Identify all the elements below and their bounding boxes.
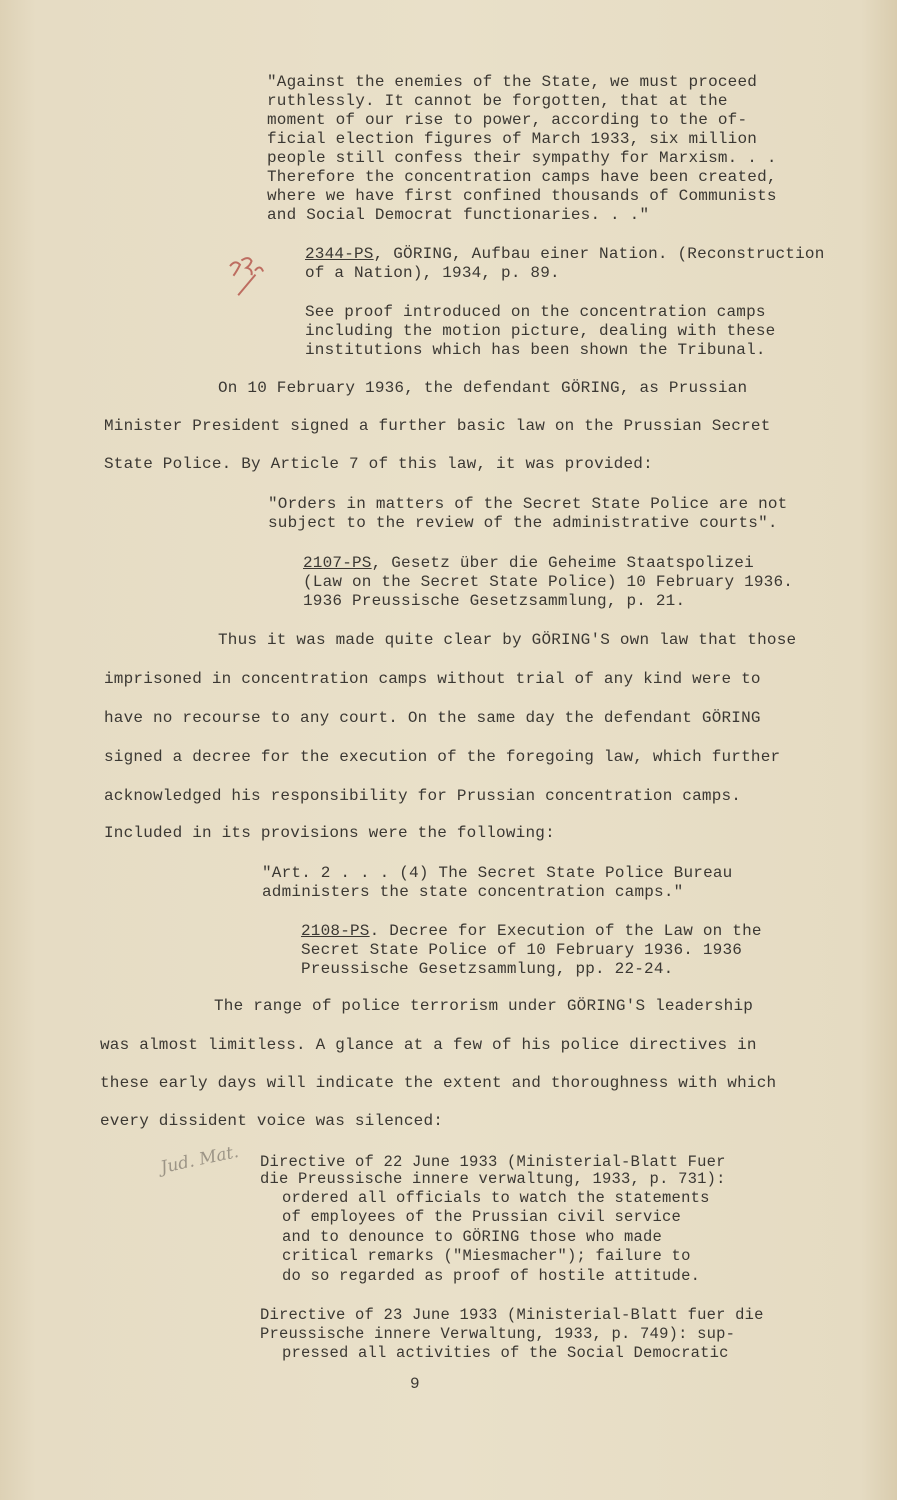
quote-line: people still confess their sympathy for Marxism. . . bbox=[267, 149, 777, 167]
directive-line: ordered all officials to watch the statements bbox=[282, 1189, 710, 1207]
quote-line: where we have first confined thousands of Communists bbox=[267, 187, 777, 205]
note-line: including the motion picture, dealing with these bbox=[305, 322, 776, 340]
directive-line: Directive of 22 June 1933 (Ministerial-Blatt Fuer bbox=[260, 1153, 726, 1171]
red-ink-mark bbox=[223, 251, 270, 306]
note-line: See proof introduced on the concentration camps bbox=[305, 303, 766, 321]
quote-line: Therefore the concentration camps have been created, bbox=[267, 168, 777, 186]
body-line: Minister President signed a further basic law on the Prussian Secret bbox=[104, 417, 771, 435]
directive-line: of employees of the Prussian civil service bbox=[282, 1208, 682, 1226]
body-line: Thus it was made quite clear by GÖRING'S own law that those bbox=[218, 631, 797, 649]
pencil-margin-note: Jud. Mat. bbox=[158, 1141, 241, 1179]
quote-line: administers the state concentration camps." bbox=[262, 883, 684, 901]
quote-line: "Against the enemies of the State, we must proceed bbox=[267, 73, 758, 91]
citation-line: (Law on the Secret State Police) 10 February 1936. bbox=[303, 573, 794, 591]
quote-line: moment of our rise to power, according to the of- bbox=[267, 111, 748, 129]
quote-line: and Social Democrat functionaries. . ." bbox=[267, 206, 650, 224]
directive-line: pressed all activities of the Social Democratic bbox=[282, 1344, 729, 1362]
citation-line: Secret State Police of 10 February 1936. 1936 bbox=[301, 941, 743, 959]
body-line: was almost limitless. A glance at a few of his police directives in bbox=[100, 1036, 757, 1054]
directive-line: and to denounce to GÖRING those who made bbox=[282, 1228, 663, 1246]
directive-line: do so regarded as proof of hostile attitude. bbox=[282, 1267, 701, 1285]
directive-line: Preussische innere Verwaltung, 1933, p. 749): sup- bbox=[260, 1325, 736, 1343]
quote-line: subject to the review of the administrative courts". bbox=[268, 514, 778, 532]
body-line: acknowledged his responsibility for Prussian concentration camps. bbox=[104, 787, 742, 805]
quote-line: ficial election figures of March 1933, six million bbox=[267, 130, 758, 148]
citation-line: of a Nation), 1934, p. 89. bbox=[305, 264, 560, 282]
document-reference: 2108-PS bbox=[301, 922, 370, 940]
body-line: imprisoned in concentration camps without trial of any kind were to bbox=[104, 670, 761, 688]
document-reference: 2344-PS bbox=[305, 245, 374, 263]
citation-line: 2107-PS, Gesetz über die Geheime Staatspolizei bbox=[303, 554, 754, 572]
quote-line: "Art. 2 . . . (4) The Secret State Police Bureau bbox=[262, 864, 733, 882]
citation-line: 2108-PS. Decree for Execution of the Law on the bbox=[301, 922, 762, 940]
body-line: every dissident voice was silenced: bbox=[100, 1112, 444, 1130]
body-line: these early days will indicate the extent and thoroughness with which bbox=[100, 1074, 777, 1092]
body-line: On 10 February 1936, the defendant GÖRING, as Prussian bbox=[218, 379, 748, 397]
note-line: institutions which has been shown the Tribunal. bbox=[305, 341, 766, 359]
directive-line: critical remarks ("Miesmacher"); failure to bbox=[282, 1247, 691, 1265]
citation-line: 2344-PS, GÖRING, Aufbau einer Nation. (Reconstruction bbox=[305, 245, 825, 263]
quote-line: ruthlessly. It cannot be forgotten, that at the bbox=[267, 92, 728, 110]
body-line: The range of police terrorism under GÖRING'S leadership bbox=[214, 997, 754, 1015]
directive-line: die Preussische innere verwaltung, 1933, p. 731): bbox=[260, 1170, 726, 1188]
citation-line: Preussische Gesetzsammlung, pp. 22-24. bbox=[301, 960, 674, 978]
directive-line: Directive of 23 June 1933 (Ministerial-Blatt fuer die bbox=[260, 1306, 764, 1324]
body-line: signed a decree for the execution of the foregoing law, which further bbox=[104, 748, 781, 766]
body-line: have no recourse to any court. On the same day the defendant GÖRING bbox=[104, 709, 761, 727]
quote-line: "Orders in matters of the Secret State Police are not bbox=[268, 495, 788, 513]
document-reference: 2107-PS bbox=[303, 554, 372, 572]
body-line: Included in its provisions were the following: bbox=[104, 824, 555, 842]
page-number: 9 bbox=[410, 1375, 420, 1393]
body-line: State Police. By Article 7 of this law, it was provided: bbox=[104, 455, 653, 473]
citation-line: 1936 Preussische Gesetzsammlung, p. 21. bbox=[303, 592, 686, 610]
